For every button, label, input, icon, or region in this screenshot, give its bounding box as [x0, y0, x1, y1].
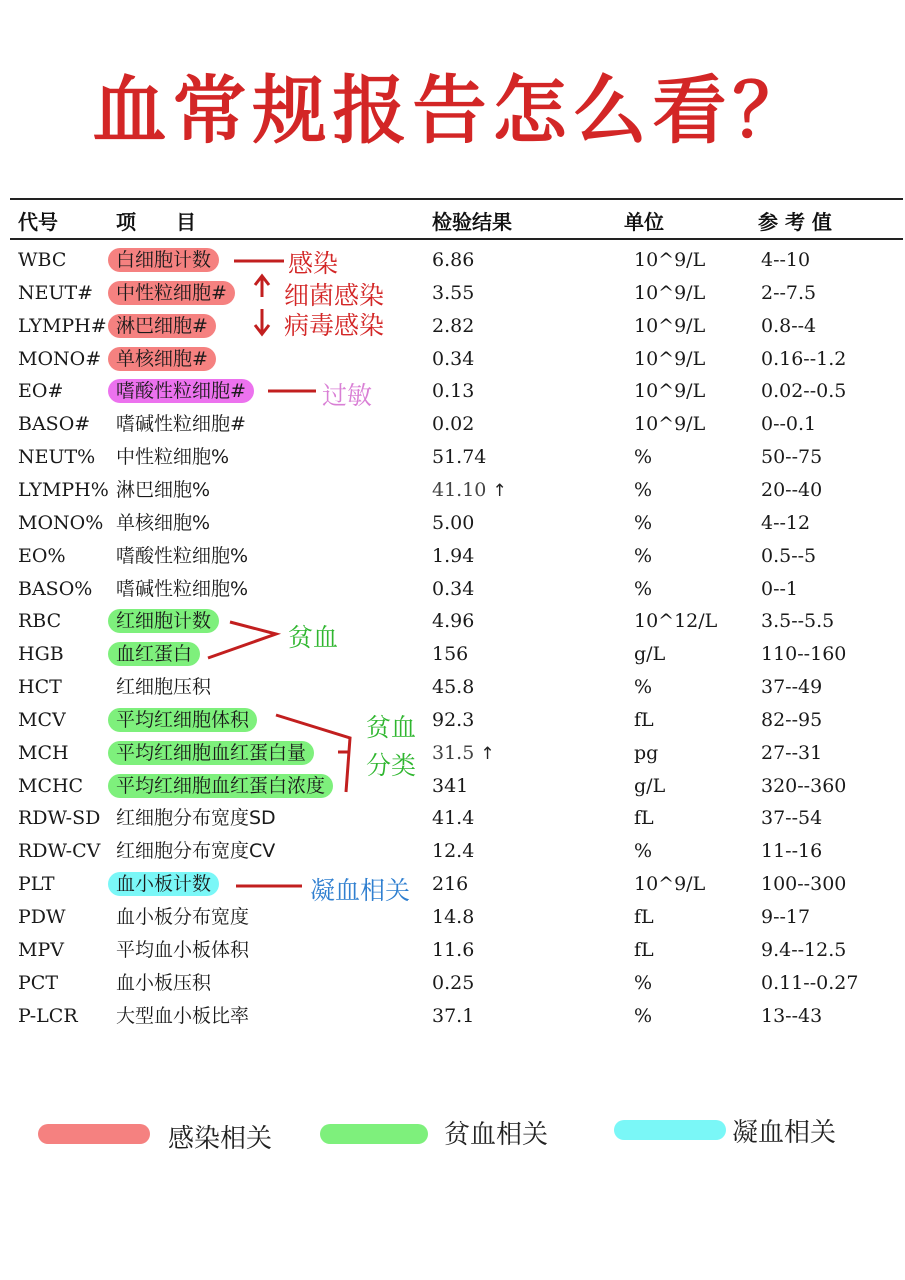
row-code: RDW-SD — [18, 807, 101, 830]
table-row — [0, 770, 905, 803]
row-name: 平均血小板体积 — [116, 938, 250, 961]
table-row — [0, 868, 905, 901]
row-name: 中性粒细胞# — [108, 281, 235, 305]
row-ref: 11--16 — [761, 840, 823, 863]
row-result — [432, 737, 495, 771]
legend-swatch-coagulation — [614, 1120, 726, 1140]
row-unit: 10^12/L — [634, 610, 718, 633]
row-unit: g/L — [634, 643, 666, 666]
annotation-coagulation: 凝血相关 — [310, 876, 411, 905]
row-unit: pg — [634, 741, 659, 764]
row-result: 3.55 — [432, 281, 475, 304]
annotation-anemia: 贫血 — [288, 623, 339, 652]
legend-swatch-anemia — [320, 1124, 428, 1144]
legend-swatch-infection — [38, 1124, 150, 1144]
row-code: EO# — [18, 380, 64, 403]
table-row — [0, 277, 905, 310]
page-title: 血常规报告怎么看？ — [92, 68, 813, 154]
table-row — [0, 605, 905, 638]
row-result: 37.1 — [432, 1004, 475, 1027]
row-name: 淋巴细胞% — [116, 478, 211, 501]
row-ref: 0.16--1.2 — [761, 347, 847, 370]
row-result-value: 31.5 — [432, 741, 475, 764]
table-row — [0, 802, 905, 835]
row-ref: 0.8--4 — [761, 314, 817, 337]
row-name: 红细胞压积 — [116, 676, 212, 699]
row-code: BASO% — [18, 577, 93, 600]
table-row — [0, 408, 905, 441]
row-code: HGB — [18, 643, 64, 666]
row-ref: 0--0.1 — [761, 413, 817, 436]
row-name: 红细胞分布宽度CV — [116, 840, 276, 863]
row-unit: 10^9/L — [634, 249, 706, 271]
high-flag-icon: ↑ — [480, 743, 495, 764]
row-code: PCT — [18, 971, 58, 994]
table-row — [0, 1000, 905, 1033]
row-name: 血小板计数 — [108, 872, 219, 896]
table-row — [0, 638, 905, 671]
row-code: RBC — [18, 610, 62, 633]
annotation-bacteria: 细菌感染 — [284, 281, 385, 310]
annotation-infection: 感染 — [288, 249, 339, 278]
row-name: 大型血小板比率 — [116, 1004, 250, 1027]
row-unit: % — [634, 478, 653, 501]
row-result: 11.6 — [432, 938, 475, 961]
row-unit: 10^9/L — [634, 873, 706, 896]
row-result: 156 — [432, 643, 469, 666]
row-code: BASO# — [18, 413, 91, 436]
table-header-rule — [10, 238, 903, 240]
header-result: 检验结果 — [432, 210, 512, 234]
table-row — [0, 901, 905, 934]
table-row — [0, 375, 905, 408]
table-top-rule — [10, 198, 903, 200]
row-result-value: 41.10 — [432, 478, 487, 501]
row-name: 血小板分布宽度 — [116, 906, 250, 928]
row-ref: 20--40 — [761, 478, 823, 501]
row-ref: 9--17 — [761, 906, 811, 928]
row-name: 红细胞计数 — [108, 609, 219, 633]
row-name: 平均红细胞血红蛋白浓度 — [108, 774, 333, 798]
row-result: 0.25 — [432, 971, 475, 994]
row-result: 12.4 — [432, 840, 475, 863]
row-result: 92.3 — [432, 708, 475, 731]
row-code: MONO# — [18, 347, 102, 370]
row-ref: 0.02--0.5 — [761, 380, 847, 403]
annotation-virus: 病毒感染 — [284, 311, 385, 340]
row-unit: fL — [634, 906, 654, 928]
annotation-anemia-type-1: 贫血 — [366, 713, 417, 742]
row-ref: 0--1 — [761, 577, 799, 600]
row-name: 白细胞计数 — [108, 248, 219, 272]
row-code: MCV — [18, 708, 66, 731]
row-code: MCH — [18, 741, 69, 764]
row-ref: 2--7.5 — [761, 281, 817, 304]
row-unit: % — [634, 544, 653, 567]
table-row — [0, 507, 905, 540]
table-row — [0, 737, 905, 770]
row-code: MPV — [18, 938, 64, 961]
row-result: 6.86 — [432, 249, 475, 271]
table-row — [0, 343, 905, 376]
row-name: 红细胞分布宽度SD — [116, 807, 276, 830]
row-unit: g/L — [634, 774, 666, 797]
row-result: 0.13 — [432, 380, 475, 403]
row-code: NEUT# — [18, 281, 94, 304]
row-unit: % — [634, 511, 653, 534]
row-code: LYMPH# — [18, 314, 107, 337]
row-result: 1.94 — [432, 544, 475, 567]
row-result: 51.74 — [432, 446, 487, 469]
row-result: 4.96 — [432, 610, 475, 633]
row-ref: 9.4--12.5 — [761, 938, 847, 961]
row-unit: 10^9/L — [634, 347, 706, 370]
annotation-allergy: 过敏 — [322, 381, 373, 410]
table-row — [0, 573, 905, 606]
row-result: 2.82 — [432, 314, 475, 337]
table-row — [0, 704, 905, 737]
row-name: 平均红细胞血红蛋白量 — [108, 741, 314, 765]
row-code: HCT — [18, 676, 62, 699]
legend-label-coagulation: 凝血相关 — [732, 1118, 837, 1148]
row-name: 嗜碱性粒细胞# — [116, 413, 246, 436]
row-code: PDW — [18, 906, 66, 928]
table-row — [0, 671, 905, 704]
header-code: 代号 — [18, 210, 58, 234]
row-unit: % — [634, 840, 653, 863]
row-result: 5.00 — [432, 511, 475, 534]
annotation-anemia-type-2: 分类 — [366, 751, 417, 780]
table-row — [0, 540, 905, 573]
row-name: 嗜碱性粒细胞% — [116, 577, 249, 600]
table-row — [0, 474, 905, 507]
row-ref: 82--95 — [761, 708, 823, 731]
row-ref: 27--31 — [761, 741, 823, 764]
row-name: 血红蛋白 — [108, 642, 200, 666]
row-ref: 4--12 — [761, 511, 811, 534]
legend-label-infection: 感染相关 — [168, 1124, 273, 1154]
row-code: PLT — [18, 873, 55, 896]
row-ref: 4--10 — [761, 249, 811, 271]
row-ref: 110--160 — [761, 643, 847, 666]
row-result: 0.34 — [432, 577, 475, 600]
table-row — [0, 835, 905, 868]
row-result: 0.02 — [432, 413, 475, 436]
table-row — [0, 934, 905, 967]
row-result: 216 — [432, 873, 469, 896]
row-unit: % — [634, 446, 653, 469]
row-ref: 0.5--5 — [761, 544, 817, 567]
row-code: MCHC — [18, 774, 84, 797]
row-unit: % — [634, 971, 653, 994]
row-name: 中性粒细胞% — [116, 446, 230, 469]
row-name: 血小板压积 — [116, 971, 212, 994]
row-unit: % — [634, 577, 653, 600]
row-unit: fL — [634, 938, 654, 961]
row-name: 单核细胞% — [116, 511, 211, 534]
high-flag-icon: ↑ — [492, 480, 507, 501]
row-result: 14.8 — [432, 906, 475, 928]
row-unit: % — [634, 1004, 653, 1027]
table-row — [0, 310, 905, 343]
row-ref: 100--300 — [761, 873, 847, 896]
row-unit: fL — [634, 708, 654, 731]
row-name: 嗜酸性粒细胞# — [108, 379, 254, 403]
row-name: 淋巴细胞# — [108, 314, 216, 338]
row-code: MONO% — [18, 511, 104, 534]
row-code: EO% — [18, 544, 66, 567]
row-unit: 10^9/L — [634, 281, 706, 304]
header-ref: 参 考 值 — [758, 210, 832, 234]
row-name: 单核细胞# — [108, 347, 216, 371]
row-result: 41.4 — [432, 807, 475, 830]
row-ref: 37--54 — [761, 807, 823, 830]
row-unit: fL — [634, 807, 654, 830]
row-name: 嗜酸性粒细胞% — [116, 544, 249, 567]
row-ref: 50--75 — [761, 446, 823, 469]
table-row — [0, 244, 905, 277]
row-result: 341 — [432, 774, 469, 797]
row-result — [432, 474, 507, 508]
row-name: 平均红细胞体积 — [108, 708, 257, 732]
row-code: LYMPH% — [18, 478, 109, 501]
row-code: NEUT% — [18, 446, 96, 469]
table-row — [0, 441, 905, 474]
row-ref: 0.11--0.27 — [761, 971, 859, 994]
row-code: P-LCR — [18, 1004, 78, 1027]
row-code: RDW-CV — [18, 840, 101, 863]
row-unit: 10^9/L — [634, 314, 706, 337]
row-ref: 3.5--5.5 — [761, 610, 835, 633]
row-ref: 37--49 — [761, 676, 823, 699]
row-result: 0.34 — [432, 347, 475, 370]
row-ref: 13--43 — [761, 1004, 823, 1027]
header-name: 项 目 — [116, 210, 196, 234]
header-unit: 单位 — [624, 210, 664, 234]
row-ref: 320--360 — [761, 774, 847, 797]
row-unit: 10^9/L — [634, 380, 706, 403]
row-code: WBC — [18, 249, 67, 271]
row-result: 45.8 — [432, 676, 475, 699]
row-unit: 10^9/L — [634, 413, 706, 436]
legend-label-anemia: 贫血相关 — [444, 1120, 549, 1150]
table-row — [0, 967, 905, 1000]
row-unit: % — [634, 676, 653, 699]
